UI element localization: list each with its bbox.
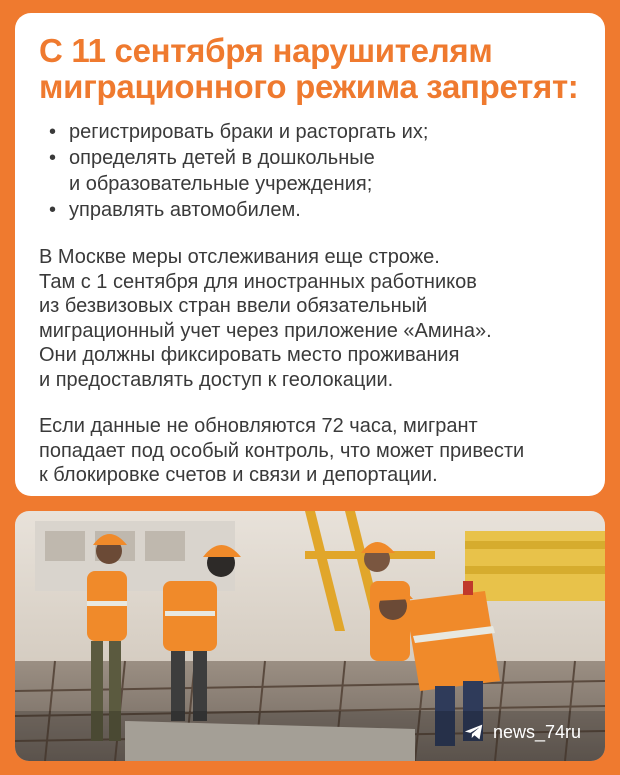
ban-item: • регистрировать браки и расторгать их; — [39, 119, 583, 145]
info-card — [15, 13, 605, 496]
headline-line-1: С 11 сентября нарушителям — [39, 32, 493, 69]
control-paragraph: Если данные не обновляются 72 часа, мигрант попадает под особый контроль, что может привести к блокировке счетов и связи и депортации. — [39, 415, 525, 486]
brand-handle: news_74ru — [492, 721, 581, 742]
workers-photo — [15, 511, 605, 761]
brand-badge[interactable] — [463, 721, 581, 743]
ban-item: • управлять автомобилем. — [39, 197, 583, 223]
ban-item: • определять детей в дошкольные и образовательные учреждения; — [39, 145, 583, 197]
headline — [39, 33, 583, 105]
headline-line-2: миграционного режима запретят: — [39, 68, 579, 105]
ban-list — [39, 119, 583, 223]
moscow-paragraph: В Москве меры отслеживания еще строже. Там с 1 сентября для иностранных работников из безвизовых стран ввели обязательный миграционный учет через приложение «Амина». Они должны фиксировать место проживания и предоставлять доступ к геолокации. — [39, 246, 492, 391]
telegram-icon — [463, 721, 485, 743]
